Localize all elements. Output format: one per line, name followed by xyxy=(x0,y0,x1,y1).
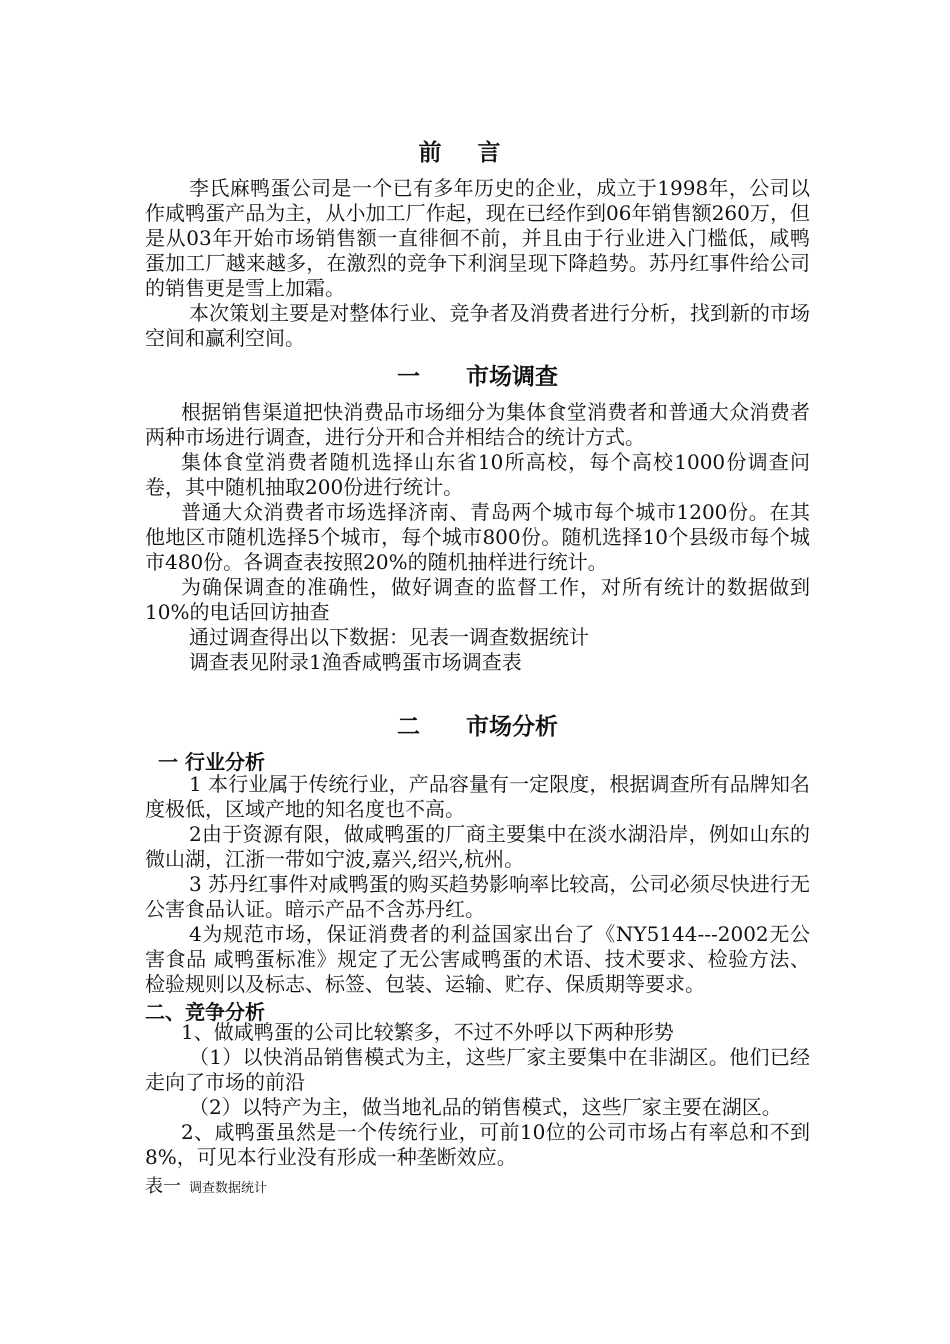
subsection-industry-title: 一 行业分析 xyxy=(158,750,265,774)
section-2-title: 市场分析 xyxy=(466,714,558,740)
section-1-paragraph-1: 根据销售渠道把快消费品市场细分为集体食堂消费者和普通大众消费者两种市场进行调查，进行分开和合并相结合的统计方式。 xyxy=(145,400,810,449)
industry-paragraph-3: 3 苏丹红事件对咸鸭蛋的购买趋势影响率比较高，公司必须尽快进行无公害食品认证。暗示产品不含苏丹红。 xyxy=(145,872,810,921)
section-1-paragraph-6: 调查表见附录1渔香咸鸭蛋市场调查表 xyxy=(189,650,522,674)
table-caption-text: 调查数据统计 xyxy=(189,1181,268,1196)
section-2-number: 二 xyxy=(397,714,420,740)
section-1-number: 一 xyxy=(397,364,420,390)
section-1-heading xyxy=(145,358,810,391)
section-1-title: 市场调查 xyxy=(466,364,558,390)
section-1-paragraph-5: 通过调查得出以下数据：见表一调查数据统计 xyxy=(189,625,589,649)
competition-paragraph-4: 2、咸鸭蛋虽然是一个传统行业，可前10位的公司市场占有率总和不到8%，可见本行业没有形成一种垄断效应。 xyxy=(145,1120,810,1169)
competition-paragraph-1: 1、做咸鸭蛋的公司比较繁多，不过不外呼以下两种形势 xyxy=(181,1020,674,1044)
subsection-industry-body xyxy=(145,772,810,997)
competition-paragraph-3: （2）以特产为主，做当地礼品的销售模式，这些厂家主要在湖区。 xyxy=(189,1095,782,1119)
preface-paragraph-2: 本次策划主要是对整体行业、竞争者及消费者进行分析，找到新的市场空间和赢利空间。 xyxy=(145,301,810,350)
preface-body xyxy=(145,176,810,351)
subsection-competition-body xyxy=(145,1020,810,1170)
industry-paragraph-1: 1 本行业属于传统行业，产品容量有一定限度，根据调查所有品牌知名度极低，区域产地的知名度也不高。 xyxy=(145,772,810,821)
subsection-competition-title: 二、竞争分析 xyxy=(145,1000,265,1024)
industry-paragraph-4: 4为规范市场，保证消费者的利益国家出台了《NY5144---2002无公害食品 咸鸭蛋标准》规定了无公害咸鸭蛋的术语、技术要求、检验方法、检验规则以及标志、标签、包装、运输、贮存、保质期等要求。 xyxy=(145,922,810,996)
preface-paragraph-1: 李氏麻鸭蛋公司是一个已有多年历史的企业，成立于1998年，公司以作咸鸭蛋产品为主，从小加工厂作起，现在已经作到06年销售额260万，但是从03年开始市场销售额一直徘徊不前，并且由于行业进入门槛低，咸鸭蛋加工厂越来越多，在激烈的竞争下利润呈现下降趋势。苏丹红事件给公司的销售更是雪上加霜。 xyxy=(145,176,810,300)
competition-paragraph-2: （1）以快消品销售模式为主，这些厂家主要集中在非湖区。他们已经走向了市场的前沿 xyxy=(145,1045,810,1094)
section-1-paragraph-3: 普通大众消费者市场选择济南、青岛两个城市每个城市1200份。在其他地区市随机选择5个城市，每个城市800份。随机选择10个县级市每个城市480份。各调查表按照20%的随机抽样进行统计。 xyxy=(145,500,810,574)
table-caption xyxy=(145,1172,267,1198)
table-caption-label: 表一 xyxy=(145,1176,181,1197)
section-2-heading xyxy=(145,708,810,741)
industry-paragraph-2: 2由于资源有限，做咸鸭蛋的厂商主要集中在淡水湖沿岸，例如山东的微山湖，江浙一带如宁波,嘉兴,绍兴,杭州。 xyxy=(145,822,810,871)
section-1-paragraph-4: 为确保调查的准确性，做好调查的监督工作，对所有统计的数据做到10%的电话回访抽查 xyxy=(145,575,810,624)
preface-title: 前言 xyxy=(418,140,537,166)
section-1-paragraph-2: 集体食堂消费者随机选择山东省10所高校，每个高校1000份调查问卷，其中随机抽取200份进行统计。 xyxy=(145,450,810,499)
section-1-body xyxy=(145,400,810,675)
